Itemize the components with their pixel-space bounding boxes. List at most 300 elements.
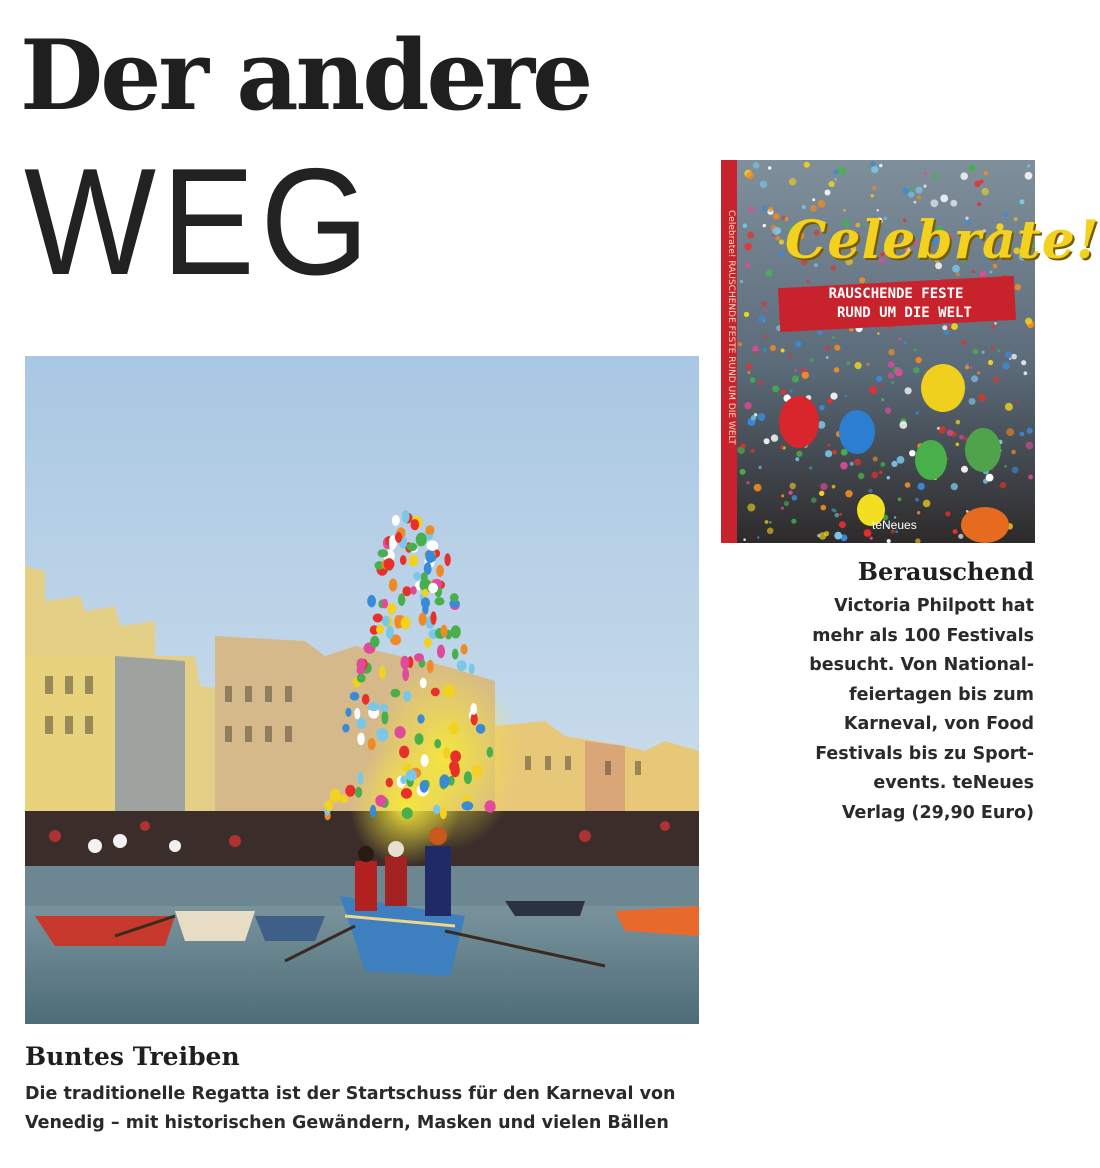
confetti-dot — [965, 365, 969, 369]
confetti-dot — [963, 437, 967, 441]
balloon-shape — [358, 772, 364, 785]
balloon-shape — [434, 739, 441, 748]
balloon-shape — [427, 660, 434, 673]
confetti-dot — [819, 405, 824, 410]
confetti-dot — [877, 332, 880, 335]
confetti-dot — [932, 173, 938, 179]
book-caption-line: Verlag (29,90 Euro) — [841, 802, 1034, 823]
confetti-dot — [839, 521, 846, 528]
balloon-shape — [392, 515, 400, 526]
confetti-dot — [956, 272, 960, 276]
confetti-dot — [905, 387, 912, 394]
confetti-dot — [997, 349, 1000, 352]
confetti-dot — [768, 207, 773, 212]
confetti-dot — [1020, 432, 1025, 437]
confetti-dot — [917, 195, 922, 200]
confetti-dot — [1006, 428, 1014, 436]
confetti-dot — [826, 356, 829, 359]
balloon-shape — [379, 666, 386, 679]
book-caption-title: Berauschend — [857, 557, 1034, 586]
balloon-shape — [357, 658, 366, 670]
regatta-photo — [25, 356, 699, 1024]
confetti-dot — [973, 349, 979, 355]
confetti-dot — [1027, 428, 1033, 434]
confetti-dot — [788, 491, 792, 495]
confetti-dot — [898, 497, 902, 501]
balloon-shape — [340, 795, 348, 803]
balloon-shape — [435, 597, 445, 605]
balloon-shape — [476, 724, 486, 734]
confetti-dot — [887, 539, 891, 543]
balloon-shape — [400, 656, 409, 670]
confetti-dot — [885, 407, 891, 413]
confetti-dot — [758, 381, 762, 385]
confetti-dot — [991, 324, 996, 329]
confetti-dot — [802, 372, 809, 379]
confetti-dot — [1012, 467, 1019, 474]
balloon-shape — [386, 626, 394, 640]
balloon-shape — [406, 770, 417, 781]
confetti-dot — [810, 358, 814, 362]
balloon-shape — [367, 595, 376, 607]
confetti-dot — [747, 232, 754, 239]
confetti-dot — [914, 201, 917, 204]
confetti-dot — [830, 393, 837, 400]
confetti-dot — [961, 466, 968, 473]
balloon-shape — [389, 578, 398, 591]
balloon-shape — [451, 625, 461, 638]
confetti-dot — [958, 534, 963, 539]
confetti-dot — [1026, 442, 1034, 450]
confetti-dot — [744, 402, 751, 409]
confetti-dot — [835, 513, 840, 518]
confetti-dot — [769, 521, 772, 524]
confetti-dot — [891, 461, 897, 467]
confetti-dot — [757, 536, 759, 538]
balloon-shape — [424, 637, 432, 648]
confetti-dot — [924, 172, 927, 175]
balloon-shape — [472, 765, 483, 778]
book-caption-line: Karneval, von Food — [843, 714, 1034, 734]
confetti-dot — [772, 227, 780, 235]
balloon-shape — [416, 533, 427, 547]
confetti-dot — [916, 187, 923, 194]
confetti-dot — [772, 385, 779, 392]
balloon-shape — [444, 553, 450, 566]
balloon-shape — [391, 689, 401, 698]
balloon-shape — [450, 750, 461, 762]
balloon-shape — [407, 543, 418, 551]
confetti-dot — [741, 444, 746, 449]
confetti-dot — [745, 263, 750, 268]
confetti-dot — [1011, 354, 1017, 360]
confetti-dot — [947, 429, 954, 436]
confetti-dot — [762, 205, 769, 212]
balloon-shape — [421, 597, 430, 608]
confetti-dot — [1005, 403, 1013, 411]
confetti-dot — [993, 377, 999, 383]
confetti-dot — [956, 420, 961, 425]
confetti-dot — [743, 223, 748, 228]
balloon-shape — [433, 805, 440, 814]
balloon-shape — [380, 704, 388, 712]
confetti-dot — [773, 213, 779, 219]
confetti-dot — [1016, 400, 1019, 403]
confetti-dot — [982, 351, 985, 354]
confetti-dot — [977, 371, 980, 374]
confetti-dot — [959, 435, 964, 440]
confetti-dot — [754, 351, 757, 354]
confetti-dot — [834, 532, 842, 540]
confetti-dot — [870, 537, 873, 540]
balloon-shape — [368, 702, 380, 711]
balloon-shape — [370, 805, 376, 818]
balloon-shape — [417, 714, 424, 723]
confetti-dot — [754, 484, 762, 492]
confetti-dot — [762, 301, 768, 307]
confetti-dot — [819, 491, 824, 496]
confetti-dot — [811, 497, 817, 503]
confetti-dot — [744, 312, 749, 317]
balloon-shape — [419, 613, 427, 626]
confetti-dot — [821, 505, 827, 511]
balloon-shape — [449, 761, 459, 773]
confetti-dot — [779, 223, 782, 226]
confetti-dot — [871, 194, 874, 197]
confetti-dot — [879, 164, 882, 167]
confetti-dot — [795, 457, 799, 461]
balloon-shape — [461, 644, 468, 655]
book-caption-text — [784, 592, 1034, 828]
balloon-shape — [487, 747, 494, 758]
balloon-shape — [464, 771, 472, 784]
balloon-shape — [426, 525, 435, 534]
balloon-shape — [452, 649, 459, 660]
confetti-dot — [1025, 318, 1032, 325]
confetti-dot — [978, 394, 986, 402]
balloon-shape — [402, 510, 410, 523]
confetti-dot — [744, 243, 752, 251]
confetti-dot — [838, 167, 846, 175]
balloon-shape — [422, 589, 429, 597]
confetti-dot — [918, 483, 925, 490]
balloon-shape — [381, 711, 388, 725]
confetti-dot — [913, 367, 919, 373]
balloon-shape — [402, 668, 409, 681]
confetti-dot — [980, 180, 984, 184]
confetti-dot — [738, 342, 742, 346]
headline-line1: Der andere — [20, 19, 591, 132]
confetti-dot — [938, 426, 946, 434]
confetti-dot — [873, 457, 878, 462]
confetti-dot — [779, 239, 784, 244]
confetti-dot — [827, 444, 830, 447]
confetti-dot — [832, 450, 837, 455]
confetti-dot — [937, 427, 940, 430]
confetti-dot — [1004, 465, 1007, 468]
photo-caption-text: Die traditionelle Regatta ist der Startschuss für den Karneval von Venedig – mit historischen Gewändern, Masken und vielen Bällen — [25, 1084, 676, 1133]
confetti-dot — [740, 280, 743, 283]
confetti-dot — [770, 345, 776, 351]
confetti-dot — [909, 450, 915, 456]
balloon-shape — [381, 599, 388, 609]
confetti-dot — [858, 473, 864, 479]
confetti-dot — [991, 347, 995, 351]
confetti-dot — [748, 206, 754, 212]
confetti-dot — [791, 519, 796, 524]
confetti-dot — [781, 349, 785, 353]
balloon-shape — [485, 800, 496, 812]
confetti-dot — [905, 482, 911, 488]
confetti-dot — [854, 459, 861, 466]
balloon-shape — [402, 807, 413, 819]
confetti-dot — [980, 271, 987, 278]
confetti-dot — [1021, 360, 1026, 365]
confetti-dot — [802, 205, 806, 209]
confetti-dot — [746, 481, 749, 484]
confetti-dot — [984, 171, 988, 175]
confetti-dot — [768, 166, 771, 169]
confetti-dot — [743, 538, 746, 541]
balloon-shape — [411, 519, 420, 530]
confetti-dot — [1019, 199, 1024, 204]
balloon-shape — [355, 787, 362, 798]
confetti-dot — [953, 529, 958, 534]
confetti-dot — [832, 485, 836, 489]
confetti-dot — [988, 360, 993, 365]
confetti-dot — [914, 348, 917, 351]
balloon-shape — [440, 807, 447, 819]
balloon-shape — [370, 636, 379, 648]
balloon-shape — [398, 594, 405, 606]
book-caption-line: Festivals bis zu Sport- — [815, 743, 1034, 764]
balloon-shape — [420, 780, 429, 793]
confetti-dot — [868, 166, 871, 169]
confetti-dot — [916, 411, 919, 414]
confetti-dot — [844, 394, 847, 397]
balloon-shape — [408, 555, 418, 566]
balloon-shape — [357, 674, 366, 683]
confetti-dot — [758, 466, 761, 469]
confetti-dot — [960, 172, 968, 180]
confetti-dot — [923, 185, 926, 188]
balloon-shape — [376, 728, 388, 739]
balloon-shape — [376, 625, 384, 635]
confetti-dot — [897, 456, 905, 464]
confetti-dot — [950, 200, 957, 207]
confetti-dot — [847, 361, 851, 365]
book-cover-title: Celebrate! — [785, 210, 1100, 271]
publisher-logo: teNeues — [872, 518, 917, 532]
confetti-dot — [779, 252, 784, 257]
confetti-dot — [970, 366, 973, 369]
confetti-dot — [834, 367, 839, 372]
balloon-shape — [410, 586, 416, 595]
confetti-dot — [780, 446, 783, 449]
confetti-dot — [763, 348, 767, 352]
confetti-dot — [982, 188, 989, 195]
confetti-dot — [788, 354, 792, 358]
confetti-dot — [840, 462, 848, 470]
balloon-shape — [342, 724, 349, 733]
balloon-shape — [414, 653, 424, 662]
confetti-dot — [746, 172, 754, 180]
confetti-dot — [765, 309, 768, 312]
balloon-shape — [428, 583, 438, 593]
confetti-dot — [824, 531, 829, 536]
book-caption-line: events. teNeues — [873, 773, 1034, 793]
photo-caption-title: Buntes Treiben — [25, 1042, 240, 1071]
balloon-shape — [414, 733, 423, 745]
confetti-dot — [832, 336, 835, 339]
book-caption-line: besucht. Von National- — [809, 655, 1034, 675]
confetti-dot — [825, 346, 829, 350]
balloon-shape — [345, 785, 355, 797]
balloon-shape — [401, 788, 412, 799]
confetti-dot — [751, 449, 755, 453]
balloon-shape — [373, 614, 383, 623]
confetti-dot — [902, 188, 909, 195]
confetti-dot — [876, 376, 882, 382]
confetti-dot — [817, 330, 822, 335]
confetti-dot — [855, 362, 862, 369]
book-caption-line: Victoria Philpott hat — [834, 596, 1034, 616]
balloon-shape — [375, 795, 386, 807]
balloon-shape — [457, 660, 467, 671]
balloon-shape — [403, 691, 411, 702]
confetti-dot — [986, 474, 994, 482]
confetti-dot — [747, 504, 755, 512]
confetti-dot — [789, 178, 796, 185]
balloon-shape — [420, 678, 427, 688]
confetti-dot — [833, 509, 836, 512]
confetti-dot — [1024, 371, 1028, 375]
confetti-dot — [969, 398, 976, 405]
confetti-dot — [899, 421, 907, 429]
confetti-dot — [880, 384, 883, 387]
balloon-shape — [439, 774, 449, 787]
confetti-dot — [879, 471, 882, 474]
book-spine-text: Celebrate! RAUSCHENDE FESTE RUND UM DIE WELT — [726, 210, 736, 445]
headline-line2: WEG — [24, 137, 375, 307]
confetti-dot — [868, 489, 872, 493]
confetti-dot — [794, 369, 797, 372]
balloon-shape — [462, 801, 474, 810]
balloon-shape — [399, 746, 409, 759]
confetti-dot — [825, 450, 832, 457]
confetti-dot — [758, 315, 766, 323]
balloon-shape — [421, 754, 429, 767]
confetti-dot — [887, 476, 890, 479]
balloon-shape — [386, 778, 393, 787]
confetti-dot — [834, 345, 840, 351]
balloon-shape — [443, 684, 455, 697]
confetti-dot — [923, 500, 931, 508]
confetti-dot — [951, 483, 958, 490]
confetti-dot — [845, 490, 852, 497]
balloon-shape — [428, 554, 436, 562]
confetti-dot — [1000, 482, 1007, 489]
confetti-dot — [888, 361, 895, 368]
balloon-shape — [395, 726, 406, 738]
confetti-dot — [872, 186, 877, 191]
confetti-dot — [871, 166, 878, 173]
confetti-dot — [850, 462, 854, 466]
confetti-dot — [866, 363, 869, 366]
confetti-dot — [880, 462, 885, 467]
confetti-dot — [828, 398, 833, 403]
confetti-dot — [908, 191, 914, 197]
confetti-dot — [961, 340, 966, 345]
confetti-dot — [796, 451, 802, 457]
confetti-dot — [804, 162, 810, 168]
confetti-dot — [881, 398, 884, 401]
confetti-dot — [909, 188, 913, 192]
confetti-dot — [781, 507, 784, 510]
confetti-dot — [915, 498, 919, 502]
confetti-dot — [771, 434, 778, 441]
confetti-dot — [1027, 164, 1030, 167]
confetti-dot — [757, 413, 765, 421]
confetti-dot — [869, 386, 877, 394]
confetti-dot — [740, 469, 746, 475]
confetti-dot — [750, 377, 755, 382]
balloon-shape — [441, 625, 448, 638]
confetti-dot — [792, 495, 798, 501]
confetti-dot — [765, 520, 769, 524]
balloon-shape — [382, 616, 390, 627]
confetti-dot — [1011, 450, 1016, 455]
confetti-dot — [792, 376, 799, 383]
confetti-dot — [763, 224, 766, 227]
confetti-dot — [818, 200, 826, 208]
balloon-shape — [357, 733, 365, 746]
balloon-shape — [437, 645, 445, 659]
confetti-dot — [767, 528, 774, 535]
confetti-dot — [915, 538, 920, 543]
confetti-dot — [812, 198, 815, 201]
balloon-shape — [362, 694, 370, 705]
confetti-dot — [825, 190, 831, 196]
balloon-shape — [324, 800, 333, 811]
confetti-dot — [1028, 475, 1033, 480]
confetti-dot — [809, 466, 812, 469]
confetti-dot — [904, 341, 907, 344]
confetti-dot — [1005, 351, 1012, 358]
confetti-dot — [945, 511, 950, 516]
book-caption-line: feiertagen bis zum — [848, 684, 1034, 705]
balloon-shape — [413, 572, 421, 580]
confetti-dot — [1003, 362, 1010, 369]
balloon-shape — [421, 572, 428, 582]
confetti-dot — [891, 381, 894, 384]
book-caption-line: mehr als 100 Festivals — [812, 625, 1034, 646]
confetti-dot — [839, 513, 842, 516]
balloon-shape — [430, 611, 436, 624]
confetti-dot — [898, 337, 901, 340]
balloon-shape — [401, 616, 411, 629]
confetti-dot — [764, 438, 770, 444]
confetti-dot — [859, 277, 865, 283]
confetti-dot — [834, 178, 837, 181]
confetti-dot — [917, 511, 920, 514]
confetti-dot — [790, 390, 793, 393]
confetti-dot — [781, 494, 784, 497]
confetti-dot — [746, 363, 752, 369]
balloon-shape — [470, 703, 477, 715]
confetti-dot — [888, 373, 894, 379]
confetti-dot — [870, 161, 875, 166]
